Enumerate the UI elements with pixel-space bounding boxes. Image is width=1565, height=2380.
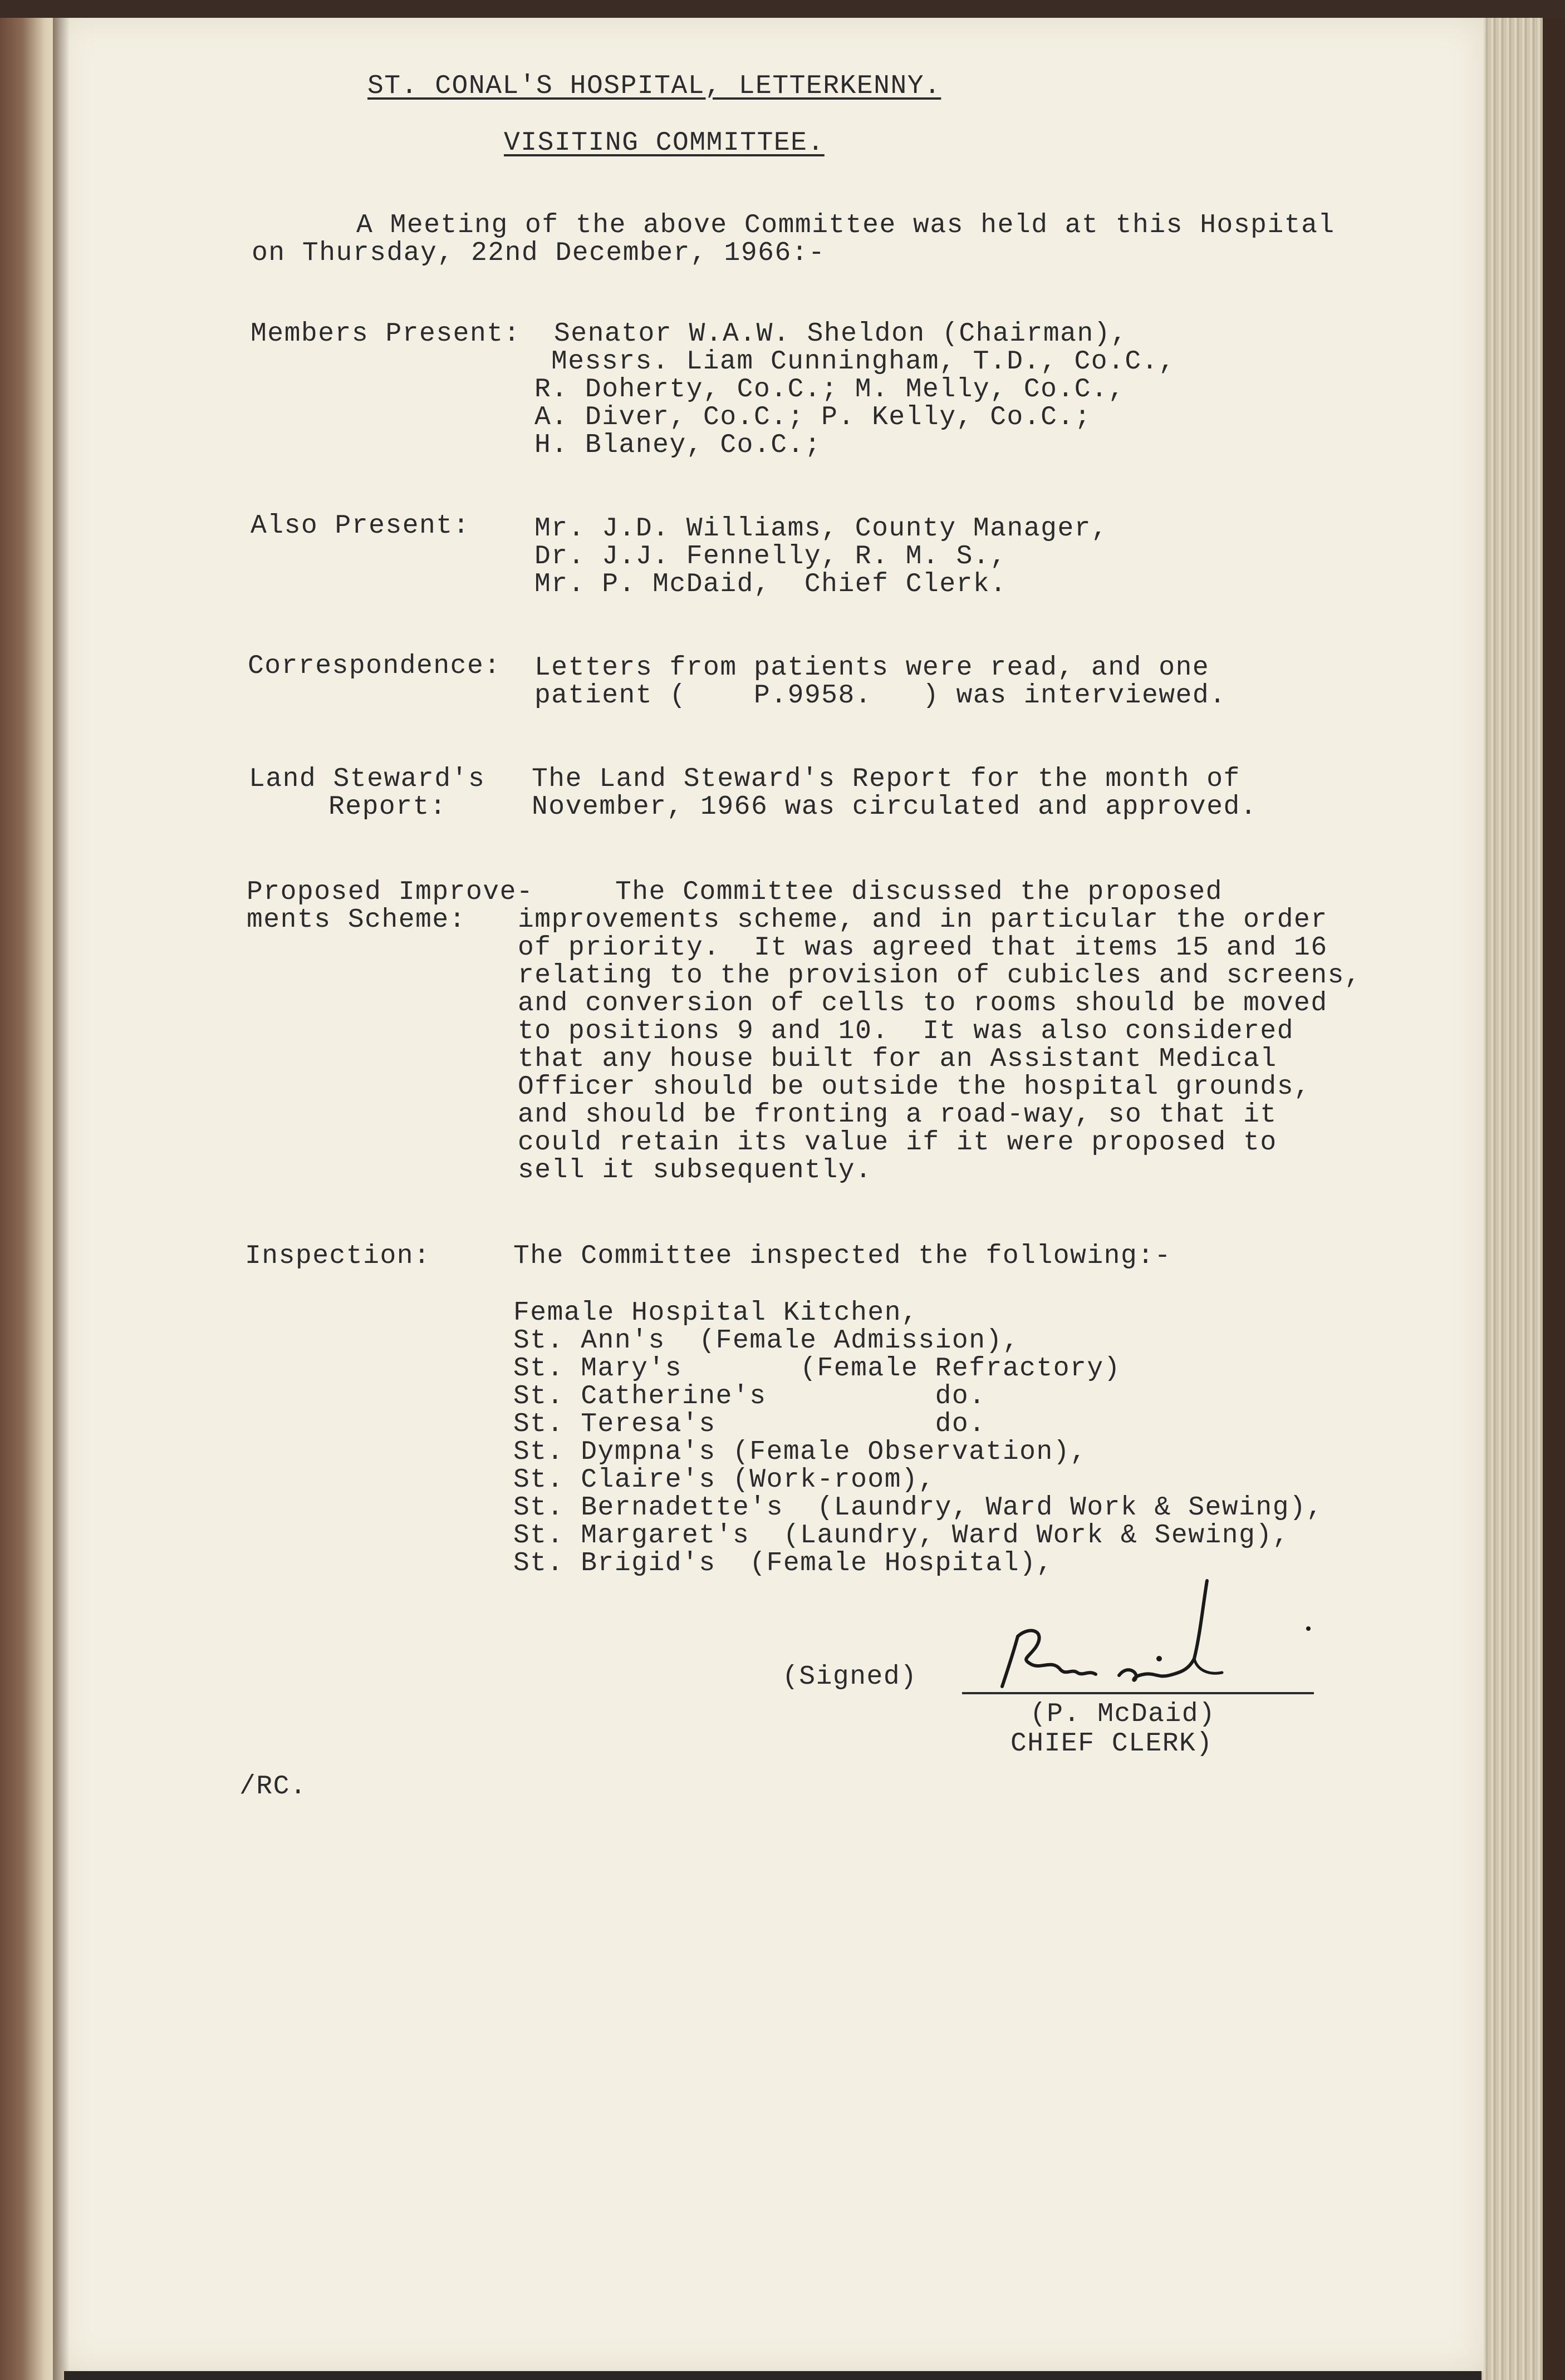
improvements-line: The Committee discussed the proposed (615, 877, 1223, 907)
intro-line-2: on Thursday, 22nd December, 1966:- (252, 238, 826, 268)
improvements-line: that any house built for an Assistant Medical (518, 1044, 1277, 1074)
hospital-heading: ST. CONAL'S HOSPITAL, LETTERKENNY. (367, 71, 941, 101)
committee-heading: VISITING COMMITTEE. (504, 128, 825, 158)
member-line: H. Blaney, Co.C.; (534, 430, 822, 460)
inspection-item: St. Dympna's (Female Observation), (513, 1437, 1087, 1467)
handwritten-signature (969, 1575, 1325, 1709)
member-line: A. Diver, Co.C.; P. Kelly, Co.C.; (534, 402, 1092, 432)
correspondence-line: patient ( P.9958. ) was interviewed. (534, 681, 1227, 711)
inspection-item: St. Mary's (Female Refractory) (513, 1354, 1121, 1384)
improvements-label: Proposed Improve- (247, 877, 534, 907)
typist-reference: /RC. (239, 1772, 307, 1802)
page-top-edge (0, 0, 1565, 18)
correspondence-label: Correspondence: (248, 651, 501, 681)
inspection-item: Female Hospital Kitchen, (513, 1298, 919, 1328)
inspection-intro: The Committee inspected the following:- (513, 1241, 1171, 1271)
inspection-item: St. Claire's (Work-room), (513, 1465, 935, 1495)
page-edge-shadow (1543, 0, 1565, 2380)
improvements-line: relating to the provision of cubicles and screens, (518, 961, 1362, 991)
signatory-name: (P. McDaid) (1030, 1699, 1216, 1729)
member-line: Messrs. Liam Cunningham, T.D., Co.C., (551, 347, 1176, 377)
improvements-line: and conversion of cells to rooms should be moved (518, 989, 1328, 1019)
member-line: Senator W.A.W. Sheldon (Chairman), (554, 319, 1128, 349)
intro-line-1: A Meeting of the above Committee was held at this Hospital (356, 210, 1335, 240)
members-label: Members Present: (251, 319, 521, 349)
inspection-item: St. Ann's (Female Admission), (513, 1326, 1020, 1356)
improvements-line: to positions 9 and 10. It was also considered (518, 1016, 1294, 1046)
also-present-line: Mr. J.D. Williams, County Manager, (534, 514, 1108, 544)
inspection-item: St. Brigid's (Female Hospital), (513, 1548, 1053, 1579)
inspection-item: St. Margaret's (Laundry, Ward Work & Sewing), (513, 1521, 1290, 1551)
improvements-label: ments Scheme: (247, 905, 466, 935)
inspection-label: Inspection: (245, 1241, 431, 1271)
binding-shadow (53, 0, 70, 2380)
inspection-item: St. Teresa's do. (513, 1409, 986, 1439)
also-present-label: Also Present: (251, 511, 470, 541)
member-line: R. Doherty, Co.C.; M. Melly, Co.C., (534, 375, 1125, 405)
improvements-line: improvements scheme, and in particular the order (518, 905, 1328, 935)
signed-label: (Signed) (782, 1662, 918, 1692)
improvements-line: could retain its value if it were proposed to (518, 1128, 1277, 1158)
signature-line (962, 1692, 1314, 1694)
inspection-item: St. Catherine's do. (513, 1381, 986, 1412)
land-steward-label: Land Steward's (249, 764, 485, 794)
improvements-line: sell it subsequently. (518, 1155, 872, 1186)
also-present-line: Dr. J.J. Fennelly, R. M. S., (534, 542, 1007, 572)
signatory-title: CHIEF CLERK) (1010, 1729, 1213, 1759)
improvements-line: of priority. It was agreed that items 15 and 16 (518, 933, 1328, 963)
correspondence-line: Letters from patients were read, and one (534, 653, 1210, 683)
land-steward-label: Report: (328, 792, 447, 822)
improvements-line: and should be fronting a road-way, so that it (518, 1100, 1277, 1130)
land-steward-line: November, 1966 was circulated and approved. (532, 792, 1258, 822)
inspection-item: St. Bernadette's (Laundry, Ward Work & Sewing), (513, 1493, 1323, 1523)
improvements-line: Officer should be outside the hospital grounds, (518, 1072, 1311, 1102)
land-steward-line: The Land Steward's Report for the month of (532, 764, 1240, 794)
also-present-line: Mr. P. McDaid, Chief Clerk. (534, 569, 1007, 599)
